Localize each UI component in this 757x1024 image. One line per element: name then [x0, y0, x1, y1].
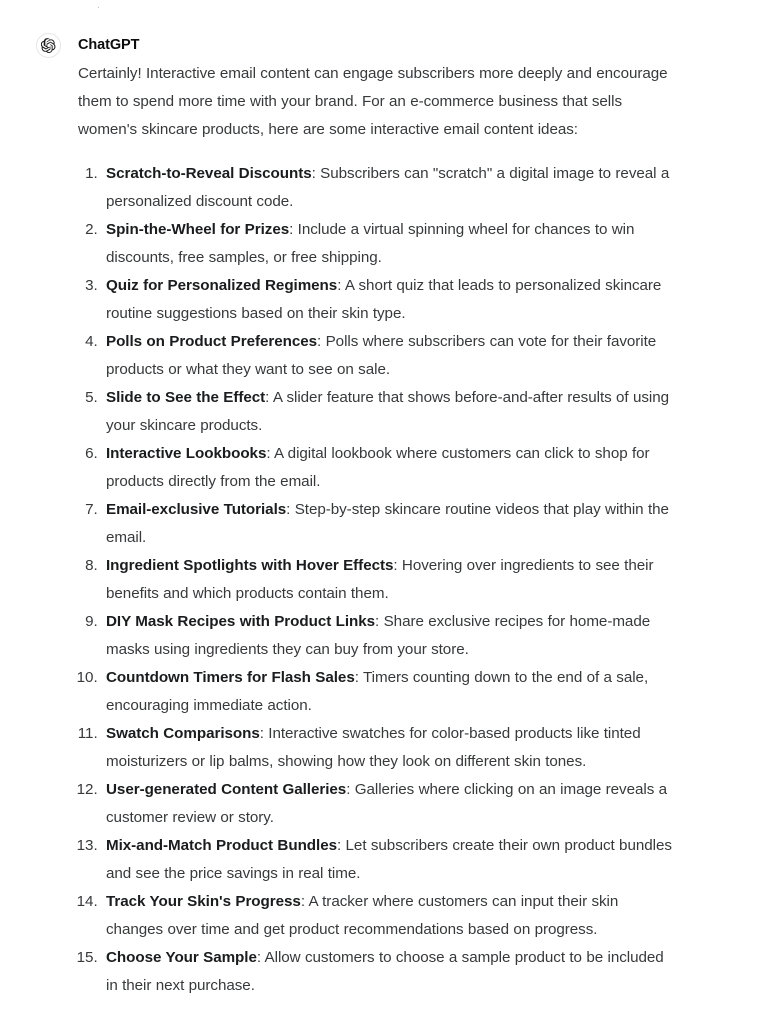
assistant-message — [0, 30, 757, 994]
list-item-term: Mix-and-Match Product Bundles — [106, 837, 337, 854]
list-item-description: : Include a virtual spinning wheel for chances to win discounts, free samples, or free shipping. — [106, 221, 635, 266]
list-item-term: User-generated Content Galleries — [106, 781, 347, 798]
list-item-description: : Timers counting down to the end of a sale, encouraging immediate action. — [106, 669, 649, 714]
list-item-description: : Polls where subscribers can vote for their favorite products or what they want to see on sale. — [106, 333, 657, 378]
list-item — [102, 664, 674, 720]
list-item-term: DIY Mask Recipes with Product Links — [106, 613, 376, 630]
list-item — [102, 216, 674, 272]
list-item-description: : Step-by-step skincare routine videos that play within the email. — [106, 501, 669, 546]
list-item-term: Slide to See the Effect — [106, 389, 266, 406]
list-item-term: Interactive Lookbooks — [106, 445, 267, 462]
list-item-term: Spin-the-Wheel for Prizes — [106, 221, 290, 238]
list-item — [102, 328, 674, 384]
list-item — [102, 384, 674, 440]
message-body — [78, 60, 674, 1000]
list-item-term: Choose Your Sample — [106, 949, 257, 966]
intro-paragraph: Certainly! Interactive email content can engage subscribers more deeply and encourage them to spend more time with your brand. For an e-commerce business that sells women's skincare products, here are some interactive email content ideas: — [78, 65, 668, 138]
list-item-term: Countdown Timers for Flash Sales — [106, 669, 355, 686]
list-item-term: Email-exclusive Tutorials — [106, 501, 287, 518]
list-item-term: Swatch Comparisons — [106, 725, 260, 742]
list-item-term: Polls on Product Preferences — [106, 333, 318, 350]
list-item — [102, 160, 674, 216]
list-item-term: Scratch-to-Reveal Discounts — [106, 165, 312, 182]
message-header — [0, 30, 757, 60]
list-item-description: : Subscribers can "scratch" a digital image to reveal a personalized discount code. — [106, 165, 670, 210]
list-item-description: : A short quiz that leads to personalized skincare routine suggestions based on their skin type. — [106, 277, 662, 322]
interactive-email-ideas-list — [78, 160, 674, 1000]
list-item-term: Ingredient Spotlights with Hover Effects — [106, 557, 394, 574]
list-item — [102, 440, 674, 496]
list-item-description: : Share exclusive recipes for home-made masks using ingredients they can buy from your store. — [106, 613, 651, 658]
list-item — [102, 552, 674, 608]
list-item-description: : Let subscribers create their own product bundles and see the price savings in real time. — [106, 837, 672, 882]
list-item — [102, 776, 674, 832]
list-item — [102, 944, 674, 1000]
list-item-description: : A slider feature that shows before-and-after results of using your skincare products. — [106, 389, 670, 434]
list-item-term: Quiz for Personalized Regimens — [106, 277, 338, 294]
list-item — [102, 608, 674, 664]
list-item-description: : A tracker where customers can input their skin changes over time and get product recommendations based on progress. — [106, 893, 619, 938]
openai-logo-icon — [36, 33, 61, 58]
list-item — [102, 888, 674, 944]
list-item — [102, 496, 674, 552]
list-item — [102, 272, 674, 328]
list-item-description: : Galleries where clicking on an image reveals a customer review or story. — [106, 781, 668, 826]
list-item-description: : Hovering over ingredients to see their benefits and which products contain them. — [106, 557, 654, 602]
list-item — [102, 832, 674, 888]
list-item — [102, 720, 674, 776]
message-author-name: ChatGPT — [78, 37, 140, 53]
list-item-description: : Allow customers to choose a sample product to be included in their next purchase. — [106, 949, 664, 994]
list-item-description: : A digital lookbook where customers can click to shop for products directly from the email. — [106, 445, 650, 490]
list-item-term: Track Your Skin's Progress — [106, 893, 301, 910]
clipped-previous-message-fragment: . — [97, 2, 100, 9]
list-item-description: : Interactive swatches for color-based products like tinted moisturizers or lip balms, showing how they look on different skin tones. — [106, 725, 641, 770]
